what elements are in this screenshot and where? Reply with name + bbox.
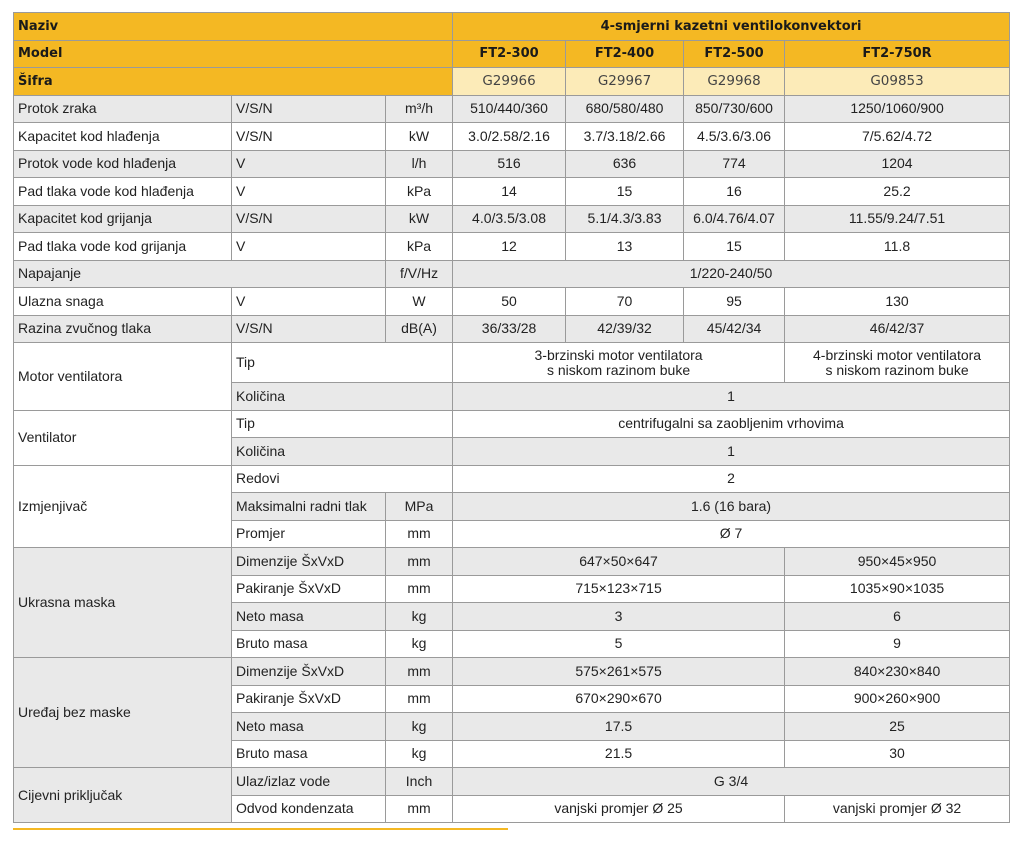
cell-value: 70	[566, 288, 684, 316]
row-label: Dimenzije ŠxVxD	[232, 658, 386, 686]
row-mode: V/S/N	[232, 205, 386, 233]
cell-value	[785, 343, 1010, 383]
row-label: Bruto masa	[232, 740, 386, 768]
table-row	[14, 288, 1010, 316]
cell-value: 1035×90×1035	[785, 575, 1010, 603]
row-label: Neto masa	[232, 713, 386, 741]
cell-value: 45/42/34	[684, 315, 785, 343]
cell-value: 7/5.62/4.72	[785, 123, 1010, 151]
row-mode: V	[232, 233, 386, 261]
cell-value: 1	[453, 383, 1010, 411]
cell-value: 50	[453, 288, 566, 316]
cell-value: 516	[453, 150, 566, 178]
cell-value: 4.5/3.6/3.06	[684, 123, 785, 151]
row-label: Pakiranje ŠxVxD	[232, 685, 386, 713]
cell-value: 17.5	[453, 713, 785, 741]
row-mode: V/S/N	[232, 95, 386, 123]
model-name: FT2-300	[453, 40, 566, 68]
row-label: Ulazna snaga	[14, 288, 232, 316]
cell-value: 42/39/32	[566, 315, 684, 343]
row-label: Maksimalni radni tlak	[232, 493, 386, 521]
cell-value: 575×261×575	[453, 658, 785, 686]
row-label: Pad tlaka vode kod hlađenja	[14, 178, 232, 206]
product-code: G29968	[684, 68, 785, 96]
row-label: Promjer	[232, 520, 386, 548]
cell-value: 1	[453, 438, 1010, 466]
table-row	[14, 343, 1010, 383]
header-row-model	[14, 40, 1010, 68]
table-row	[14, 410, 1010, 438]
table-row	[14, 123, 1010, 151]
sifra-label: Šifra	[14, 68, 453, 96]
row-label: Tip	[232, 410, 453, 438]
table-row	[14, 233, 1010, 261]
cell-value: 1/220-240/50	[453, 260, 1010, 288]
row-label: Protok zraka	[14, 95, 232, 123]
row-unit: kPa	[386, 233, 453, 261]
cell-value: 840×230×840	[785, 658, 1010, 686]
cell-value: 36/33/28	[453, 315, 566, 343]
row-unit: Inch	[386, 768, 453, 796]
cell-value: 1.6 (16 bara)	[453, 493, 1010, 521]
cell-value: 16	[684, 178, 785, 206]
row-label: Pad tlaka vode kod grijanja	[14, 233, 232, 261]
model-name: FT2-500	[684, 40, 785, 68]
motor-tip-line: s niskom razinom buke	[546, 361, 691, 378]
cell-value: 950×45×950	[785, 548, 1010, 576]
cell-value: 5	[453, 630, 785, 658]
cell-value: 6	[785, 603, 1010, 631]
cell-value: 900×260×900	[785, 685, 1010, 713]
table-row	[14, 465, 1010, 493]
row-label: Ulaz/izlaz vode	[232, 768, 386, 796]
row-label: Bruto masa	[232, 630, 386, 658]
cell-value: 2	[453, 465, 1010, 493]
row-label: Količina	[232, 383, 453, 411]
row-unit: kW	[386, 123, 453, 151]
group-label: Izmjenjivač	[14, 465, 232, 548]
group-label: Motor ventilatora	[14, 343, 232, 411]
cell-value: 3	[453, 603, 785, 631]
row-mode: V	[232, 178, 386, 206]
cell-value: 12	[453, 233, 566, 261]
group-label: Cijevni priključak	[14, 768, 232, 823]
cell-value: 46/42/37	[785, 315, 1010, 343]
row-unit: dB(A)	[386, 315, 453, 343]
row-mode: V	[232, 288, 386, 316]
row-unit: mm	[386, 520, 453, 548]
group-label: Ukrasna maska	[14, 548, 232, 658]
row-label: Kapacitet kod grijanja	[14, 205, 232, 233]
cell-value: 647×50×647	[453, 548, 785, 576]
cell-value: 3.7/3.18/2.66	[566, 123, 684, 151]
row-unit: W	[386, 288, 453, 316]
product-code: G29966	[453, 68, 566, 96]
row-unit: m³/h	[386, 95, 453, 123]
row-label: Napajanje	[14, 260, 386, 288]
product-title: 4-smjerni kazetni ventilokonvektori	[453, 13, 1010, 41]
table-row	[14, 260, 1010, 288]
row-label: Neto masa	[232, 603, 386, 631]
cell-value: 14	[453, 178, 566, 206]
table-row	[14, 178, 1010, 206]
model-label: Model	[14, 40, 453, 68]
row-unit: f/V/Hz	[386, 260, 453, 288]
cell-value: 680/580/480	[566, 95, 684, 123]
cell-value: 670×290×670	[453, 685, 785, 713]
header-row-sifra	[14, 68, 1010, 96]
row-unit: kg	[386, 603, 453, 631]
row-label: Odvod kondenzata	[232, 795, 386, 823]
cell-value: 3.0/2.58/2.16	[453, 123, 566, 151]
table-row	[14, 95, 1010, 123]
row-label: Pakiranje ŠxVxD	[232, 575, 386, 603]
cell-value: 95	[684, 288, 785, 316]
bottom-accent-line	[13, 828, 508, 830]
table-row	[14, 315, 1010, 343]
model-name: FT2-750R	[785, 40, 1010, 68]
cell-value: 21.5	[453, 740, 785, 768]
row-mode: V/S/N	[232, 123, 386, 151]
motor-tip-line: 4-brzinski motor ventilatora	[813, 346, 982, 363]
cell-value: 11.8	[785, 233, 1010, 261]
table-row	[14, 768, 1010, 796]
cell-value: 15	[566, 178, 684, 206]
row-label: Kapacitet kod hlađenja	[14, 123, 232, 151]
cell-value: 850/730/600	[684, 95, 785, 123]
motor-tip-line: s niskom razinom buke	[825, 361, 969, 378]
group-label: Ventilator	[14, 410, 232, 465]
cell-value: 5.1/4.3/3.83	[566, 205, 684, 233]
cell-value: vanjski promjer Ø 25	[453, 795, 785, 823]
cell-value: 15	[684, 233, 785, 261]
row-unit: mm	[386, 575, 453, 603]
table-row	[14, 150, 1010, 178]
row-label: Količina	[232, 438, 453, 466]
row-unit: kg	[386, 713, 453, 741]
spec-table	[13, 12, 1010, 823]
cell-value: centrifugalni sa zaobljenim vrhovima	[453, 410, 1010, 438]
cell-value: G 3/4	[453, 768, 1010, 796]
cell-value: 6.0/4.76/4.07	[684, 205, 785, 233]
row-unit: kW	[386, 205, 453, 233]
cell-value	[453, 343, 785, 383]
row-label: Tip	[232, 343, 453, 383]
row-unit: kg	[386, 630, 453, 658]
cell-value: vanjski promjer Ø 32	[785, 795, 1010, 823]
cell-value: 1204	[785, 150, 1010, 178]
row-unit: kg	[386, 740, 453, 768]
cell-value: Ø 7	[453, 520, 1010, 548]
model-name: FT2-400	[566, 40, 684, 68]
cell-value: 30	[785, 740, 1010, 768]
row-unit: l/h	[386, 150, 453, 178]
row-label: Protok vode kod hlađenja	[14, 150, 232, 178]
row-unit: kPa	[386, 178, 453, 206]
table-row	[14, 658, 1010, 686]
row-unit: mm	[386, 685, 453, 713]
row-unit: mm	[386, 658, 453, 686]
row-label: Razina zvučnog tlaka	[14, 315, 232, 343]
row-mode: V	[232, 150, 386, 178]
cell-value: 25.2	[785, 178, 1010, 206]
row-unit: mm	[386, 795, 453, 823]
cell-value: 13	[566, 233, 684, 261]
motor-tip-line: 3-brzinski motor ventilatora	[534, 346, 703, 363]
cell-value: 774	[684, 150, 785, 178]
cell-value: 510/440/360	[453, 95, 566, 123]
naziv-label: Naziv	[14, 13, 453, 41]
cell-value: 25	[785, 713, 1010, 741]
cell-value: 9	[785, 630, 1010, 658]
cell-value: 1250/1060/900	[785, 95, 1010, 123]
cell-value: 636	[566, 150, 684, 178]
product-code: G09853	[785, 68, 1010, 96]
row-unit: MPa	[386, 493, 453, 521]
row-mode: V/S/N	[232, 315, 386, 343]
group-label: Uređaj bez maske	[14, 658, 232, 768]
cell-value: 11.55/9.24/7.51	[785, 205, 1010, 233]
header-row-naziv	[14, 13, 1010, 41]
row-unit: mm	[386, 548, 453, 576]
cell-value: 715×123×715	[453, 575, 785, 603]
table-row	[14, 205, 1010, 233]
row-label: Dimenzije ŠxVxD	[232, 548, 386, 576]
cell-value: 4.0/3.5/3.08	[453, 205, 566, 233]
product-code: G29967	[566, 68, 684, 96]
row-label: Redovi	[232, 465, 453, 493]
table-row	[14, 548, 1010, 576]
cell-value: 130	[785, 288, 1010, 316]
